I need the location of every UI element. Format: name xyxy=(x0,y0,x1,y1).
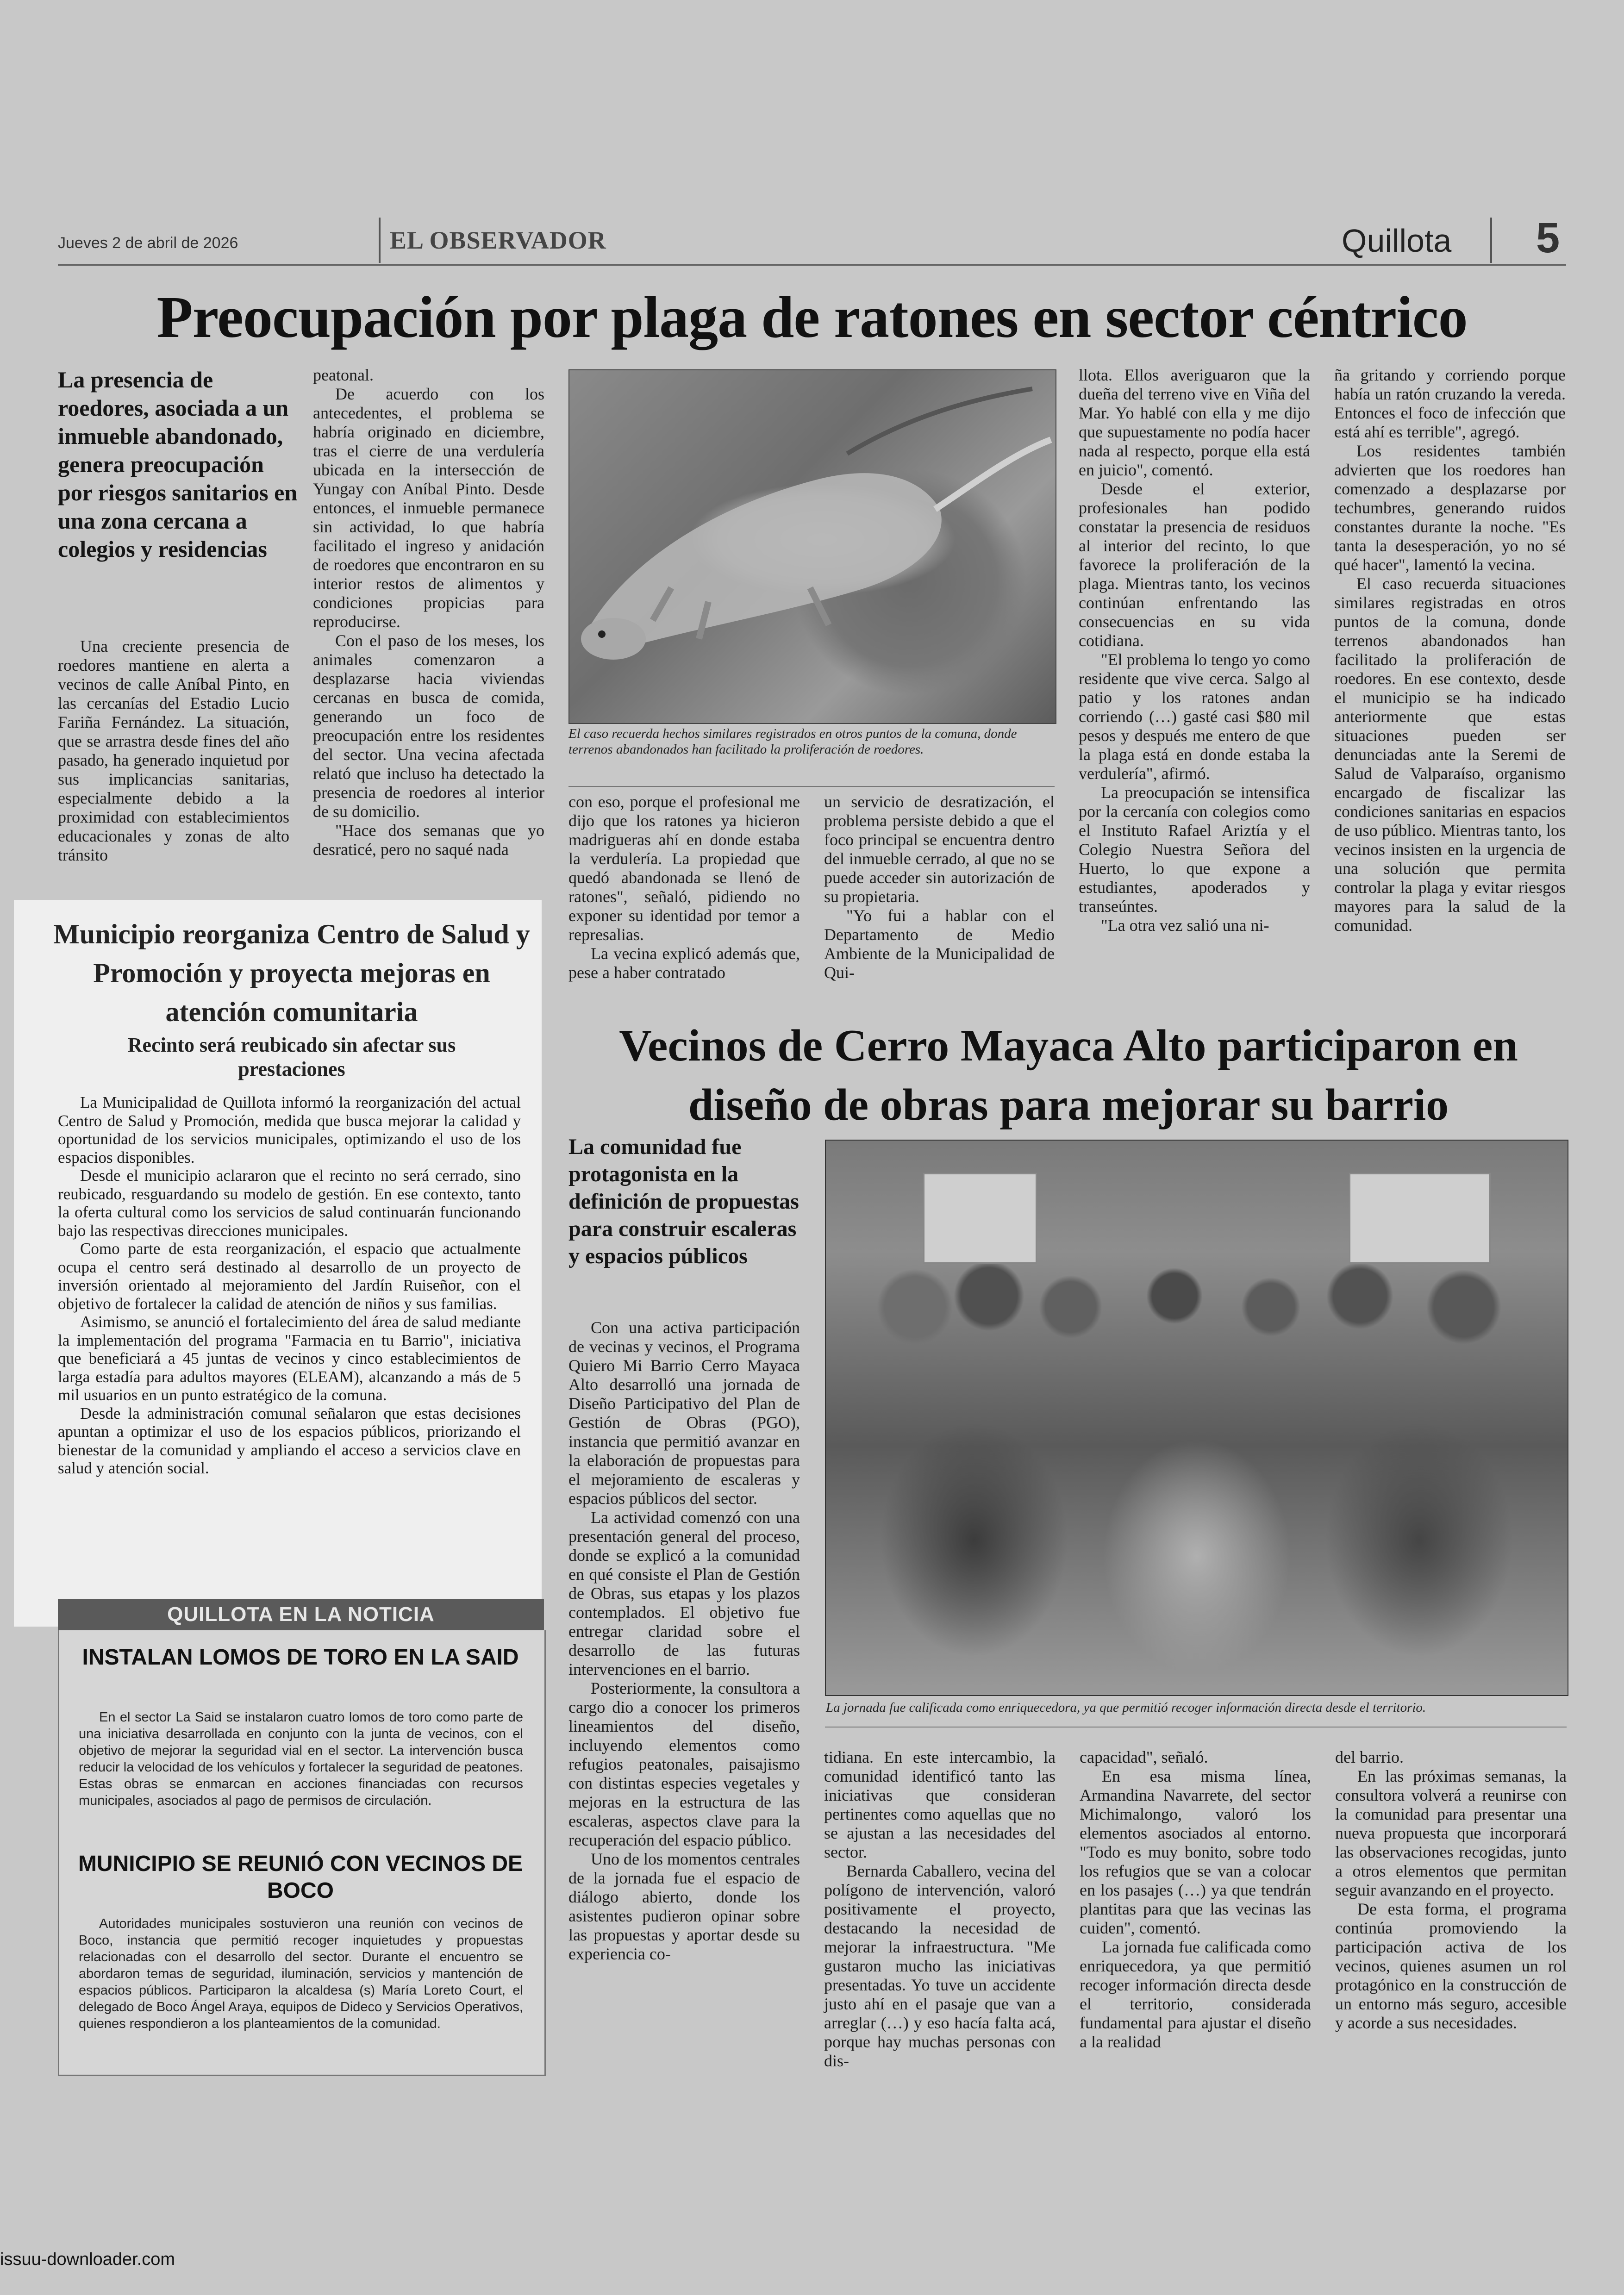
header-divider xyxy=(1490,218,1492,263)
article2-photo-caption: La jornada fue calificada como enriquecedora, ya que permitió recoger información directa desde el territorio. xyxy=(826,1700,1426,1715)
article2-col3: capacidad", señaló. En esa misma línea, Armandina Navarrete, del sector Michimalongo, valoró los elementos asociados al entorno. "Todo es muy bonito, sobre todo los refugios que se van a colocar en los pasajes (…) ya que tendrán plantitas para que las vecinas las cuiden", comentó. La jornada fue calificada como enriquecedora, ya que permitió recoger información directa desde el territorio, considerada fundamental para ajustar el diseño a la realidad xyxy=(1080,1748,1311,2051)
health-center-subhead: Recinto será reubicado sin afectar sus prestaciones xyxy=(127,1034,456,1080)
article1-col1: Una creciente presencia de roedores mantiene en alerta a vecinos de calle Aníbal Pinto, en las cercanías del Estadio Lucio Fariña Fernández. La situación, que se arrastra desde fines del año pasado, ha generado inquietud por sus implicancias sanitarias, especialmente debido a la proximidad con establecimientos educacionales y zonas de alto tránsito xyxy=(58,637,289,864)
article1-col3: con eso, porque el profesional me dijo que los ratones ya hicieron madrigueras ahí en donde estaba la verdulería. La propiedad que quedó abandonada se llenó de ratones", señaló, pidiendo no exponer su identidad por temor a represalias. La vecina explicó además que, pese a haber contratado xyxy=(568,792,800,982)
health-center-headline: Municipio reorganiza Centro de Salud y Promoción y proyecta mejoras en atención comunitaria xyxy=(53,919,530,1027)
article2-headline: Vecinos de Cerro Mayaca Alto participaron en diseño de obras para mejorar su barrio xyxy=(619,1021,1518,1130)
news-section-header: QUILLOTA EN LA NOTICIA xyxy=(58,1599,544,1630)
article1-col2: peatonal. De acuerdo con los antecedentes, el problema se habría originado en diciembre, tras el cierre de una verdulería ubicada en la intersección de Yungay con Aníbal Pinto. Desde entonces, el inmueble permanece sin actividad, lo que habría facilitado el ingreso y anidación de roedores que encontraron en su interior restos de alimentos y condiciones propicias para reproducirse. Con el paso de los meses, los animales comenzaron a desplazarse hacia viviendas cercanas en busca de comida, generando un foco de preocupación entre los residentes del sector. Una vecina afectada relató que incluso ha detectado la presencia de roedores al interior de su domicilio. "Hace dos semanas que yo desraticé, pero no saqué nada xyxy=(313,366,544,859)
issue-date: Jueves 2 de abril de 2026 xyxy=(58,234,238,252)
news-item2-title: MUNICIPIO SE REUNIÓ CON VECINOS DE BOCO xyxy=(78,1852,523,1903)
photo-window xyxy=(923,1173,1037,1264)
page-number: 5 xyxy=(1536,214,1560,262)
watermark: issuu-downloader.com xyxy=(0,2250,175,2269)
article1-col6: ña gritando y corriendo porque había un ratón cruzando la vereda. Entonces el foco de infección que está ahí es terrible", agregó. Los residentes también advierten que los roedores han comenzado a desplazarse por techumbres, generando ruidos constantes durante la noche. "Es tanta la desesperación, yo no sé qué hacer", lamentó la vecina. El caso recuerda situaciones similares registradas en otros puntos de la comuna, donde terrenos abandonados han facilitado la proliferación de roedores. En ese contexto, desde el municipio se ha indicado anteriormente que estas situaciones pueden ser denunciadas ante la Seremi de Salud de Valparaíso, organismo encargado de fiscalizar las condiciones sanitarias en espacios de uso público. Mientras tanto, los vecinos insisten en la urgencia de una solución que permita controlar la plaga y evitar riesgos mayores para la salud de la comunidad. xyxy=(1334,366,1566,935)
article1-col4: un servicio de desratización, el problema persiste debido a que el foco principal se encuentra dentro del inmueble cerrado, al que no se puede acceder sin autorización de su propietaria. "Yo fui a hablar con el Departamento de Medio Ambiente de la Municipalidad de Qui- xyxy=(824,792,1055,982)
rat-illustration xyxy=(569,370,1056,723)
publication-name: EL OBSERVADOR xyxy=(390,226,606,254)
photo-window xyxy=(1349,1173,1491,1264)
header-rule xyxy=(58,264,1566,266)
article1-lede: La presencia de roedores, asociada a un inmueble abandonado, genera preocupación por riesgos sanitarios en una zona cercana a colegios y residencias xyxy=(58,367,298,562)
health-center-body: La Municipalidad de Quillota informó la reorganización del actual Centro de Salud y Promoción, medida que busca mejorar la calidad y oportunidad de los servicios municipales, optimizando el uso de los espacios disponibles. Desde el municipio aclararon que el recinto no será cerrado, sino reubicado, resguardando su modelo de gestión. En ese contexto, tanto la oferta cultural como los servicios de salud continuarán funcionando bajo las respectivas direcciones municipales. Como parte de esta reorganización, el espacio que actualmente ocupa el centro será destinado al desarrollo de un proyecto de inversión orientado al mejoramiento del Jardín Ruiseñor, con el objetivo de fortalecer la calidad de atención de niños y sus familias. Asimismo, se anunció el fortalecimiento del área de salud mediante la implementación del programa "Farmacia en tu Barrio", iniciativa que beneficiará a 45 juntas de vecinos y cinco establecimientos de larga estadía para adultos mayores (ELEAM), alcanzando a más de 5 mil usuarios en un punto estratégico de la comuna. Desde la administración comunal señalaron que estas decisiones apuntan a optimizar el uso de los espacios públicos, priorizando el bienestar de la comunidad y ampliando el acceso a servicios clave en salud y atención social. xyxy=(58,1093,521,1477)
section-name: Quillota xyxy=(1342,223,1452,259)
article2-col4: del barrio. En las próximas semanas, la consultora volverá a reunirse con la comunidad para presentar una nueva propuesta que incorporará las observaciones recogidas, junto a otros elementos que permitan seguir avanzando en el proyecto. De esta forma, el programa continúa promoviendo la participación activa de los vecinos, quienes asumen un rol protagónico en la construcción de un entorno más seguro, accesible y acorde a sus necesidades. xyxy=(1335,1748,1567,2032)
article1-col5: llota. Ellos averiguaron que la dueña del terreno vive en Viña del Mar. Yo hablé con ella y me dijo que supuestamente no podía hacer nada al respecto, porque ella está en juicio", comentó. Desde el exterior, profesionales han podido constatar la presencia de residuos al interior del recinto, lo que favorece la proliferación de la plaga. Mientras tanto, los vecinos continúan enfrentando las consecuencias en su vida cotidiana. "El problema lo tengo yo como residente que vive cerca. Salgo al patio y los ratones andan corriendo (…) gasté casi $80 mil pesos y después me entero de que la plaga está en donde estaba la verdulería", afirmó. La preocupación se intensifica por la cercanía con colegios como el Instituto Rafael Ariztía y el Colegio Nuestra Señora del Huerto, lo que expone a estudiantes, apoderados y transeúntes. "La otra vez salió una ni- xyxy=(1079,366,1310,935)
rat-photo xyxy=(568,369,1056,724)
news-item1-title: INSTALAN LOMOS DE TORO EN LA SAID xyxy=(82,1645,519,1670)
article2-col2: tidiana. En este intercambio, la comunidad identificó tanto las iniciativas que consideran pertinentes como aquellas que no se ajustan a las necesidades del sector. Bernarda Caballero, vecina del polígono de intervención, valoró positivamente el proyecto, destacando la necesidad de mejorar la infraestructura. "Me gustaron mucho las iniciativas presentadas. Yo tuve un accidente justo ahí en el pasaje que van a arreglar (…) y eso hacía falta acá, porque hay muchas personas con dis- xyxy=(824,1748,1056,2070)
news-item1-text: En el sector La Said se instalaron cuatro lomos de toro como parte de una iniciativa desarrollada en conjunto con la junta de vecinos, con el objetivo de mejorar la seguridad vial en el sector. La intervención busca reducir la velocidad de los vehículos y fortalecer la seguridad de peatones. Estas obras se enmarcan en acciones financiadas con recursos municipales, asociados al pago de permisos de circulación. xyxy=(79,1710,523,1808)
community-group-photo xyxy=(825,1140,1568,1696)
article2-col1: Con una activa participación de vecinas y vecinos, el Programa Quiero Mi Barrio Cerro Mayaca Alto desarrolló una jornada de Diseño Participativo del Plan de Gestión de Obras (PGO), instancia que permitió avanzar en la elaboración de propuestas para el mejoramiento de escaleras y espacios públicos del sector. La actividad comenzó con una presentación general del proceso, donde se explicó a la comunidad en qué consiste el Plan de Gestión de Obras, sus etapas y los plazos contemplados. El objetivo fue entregar claridad sobre el desarrollo de las futuras intervenciones en el barrio. Posteriormente, la consultora a cargo dio a conocer los primeros lineamientos del diseño, incluyendo elementos como refugios peatonales, paisajismo con distintas especies vegetales y mejoras en la estructura de las escaleras, aspectos clave para la recuperación del espacio público. Uno de los momentos centrales de la jornada fue el espacio de diálogo abierto, donde los asistentes pudieron opinar sobre las propuestas y aportar desde su experiencia co- xyxy=(568,1318,800,1963)
article1-photo-caption: El caso recuerda hechos similares registrados en otros puntos de la comuna, donde terrenos abandonados han facilitado la proliferación de roedores. xyxy=(568,726,1017,757)
caption-rule xyxy=(568,786,1055,787)
article2-lede: La comunidad fue protagonista en la definición de propuestas para construir escaleras y espacios públicos xyxy=(568,1135,799,1268)
news-item2-text: Autoridades municipales sostuvieron una reunión con vecinos de Boco, instancia que permitió recoger inquietudes y propuestas relacionadas con el desarrollo del sector. Durante el encuentro se abordaron temas de seguridad, iluminación, servicios y mantención de espacios públicos. Participaron la alcaldesa (s) María Loreto Court, el delegado de Boco Ángel Araya, equipos de Dideco y Servicios Operativos, quienes respondieron a los planteamientos de la comunidad. xyxy=(79,1916,523,2031)
header-divider xyxy=(379,218,381,263)
main-headline: Preocupación por plaga de ratones en sector céntrico xyxy=(156,284,1468,350)
